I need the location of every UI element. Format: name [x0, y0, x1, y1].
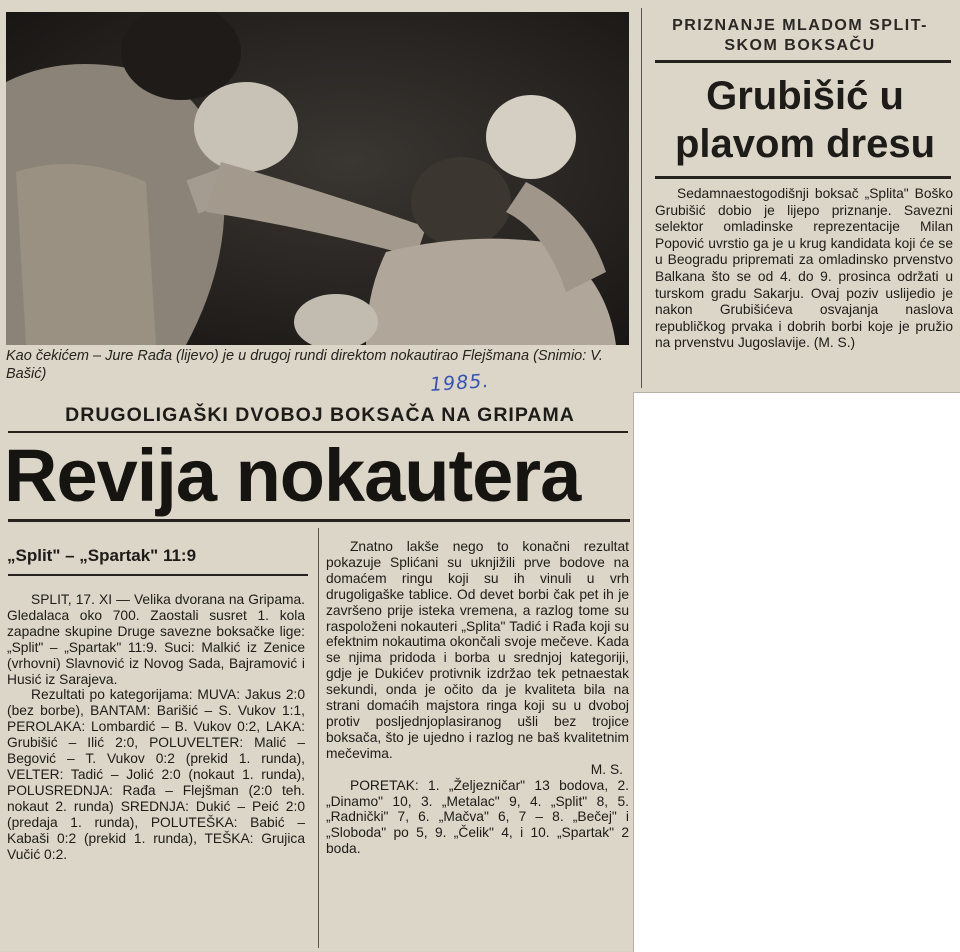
- main-article-subtitle: „Split" – „Spartak" 11:9: [7, 546, 197, 565]
- paragraph-results: Rezultati po kategorijama: MUVA: Jakus 2:0 (bez borbe), BANTAM: Barišić – S. Vukov 1:1, PEROLAKA: Lombardić – B. Vukov 0:2, LAKA: Grubišić – Ilić 2:0, POLUVELTER: Malić – Begović – T. Vukov 0:2 (prekid 1. runda), VELTER: Tadić – Jolić 2:0 (nokaut 1. runda), POLUSREDNJA: Rađa – Flejšman (2:0 teh. nokaut 2. runda) SREDNJA: Dukić – Peić 2:0 (predaja 1. runda), POLUTEŠKA: Babić – Kabaši 0:2 (prekid 1. runda), TEŠKA: Grujica Vučić 0:2.: [7, 687, 305, 862]
- blank-paper-area: [633, 392, 960, 952]
- main-title-rule: [8, 519, 630, 522]
- column-divider: [641, 8, 642, 388]
- main-article-kicker: DRUGOLIGAŠKI DVOBOJ BOKSAČA NA GRIPAMA: [65, 404, 575, 426]
- boxing-photo: [6, 12, 629, 345]
- side-article-title: Grubišić u plavom dresu: [674, 74, 936, 166]
- main-article-right-column: [326, 539, 629, 857]
- subtitle-rule: [8, 574, 308, 576]
- handwritten-year: 1985.: [429, 369, 491, 397]
- photo-caption: Kao čekićem – Jure Rađa (lijevo) je u drugoj rundi direktom nokautirao Flejšmana (Snimio: V. Bašić): [6, 348, 603, 382]
- paragraph-report: Znatno lakše nego to konačni rezultat pokazuje Splićani su uknjižili prve bodove na domaćem ringu koji su ih vinuli u vrh drugoligaške tablice. Od devet borbi čak pet ih je završeno prije isteka vremena, a razlog tome su raspoloženi nokauteri „Splita" Tadić i Rađa koji su efektnim nokautima okončali svoje mečeve. Kada se njima pridoda i borba u srednjoj kategoriji, gdje je Dukićev protivnik izdržao tek petnaestak sekundi, onda je očito da je kvaliteta bila na strani domaćih majstora ringa koji su u dvoboj protiv posljednjoplasiranog ušli bez trojice boksača, što je ujedno i razlog ne baš kvalitetnim mečevima.: [326, 539, 629, 761]
- side-article-kicker: PRIZNANJE MLADOM SPLIT-SKOM BOKSAČU: [672, 17, 928, 54]
- main-column-divider: [318, 528, 319, 948]
- side-rule-top: [655, 60, 951, 63]
- boxing-photo-illustration: [6, 12, 629, 345]
- side-rule-bottom: [655, 176, 951, 179]
- main-article-title: Revija nokautera: [4, 434, 581, 517]
- paragraph-intro: SPLIT, 17. XI — Velika dvorana na Gripama. Gledalaca oko 700. Zaostali susret 1. kola zapadne skupine Druge savezne boksačke lige: „Split" – „Spartak" 11:9. Suci: Malkić iz Zenice (vrhovni) Slavnović iz Novog Sada, Bajramović i Husić iz Sarajeva.: [7, 592, 305, 687]
- main-article-left-column: [7, 592, 305, 862]
- paragraph-standings: PORETAK: 1. „Željezničar" 13 bodova, 2. „Dinamo" 10, 3. „Metalac" 9, 4. „Split" 8, 5. „Radnički" 7, 6. „Mačva" 6, 7 – 8. „Bečej" i „Sloboda" po 5, 9. „Čelik" 4, i 10. „Spartak" 2 boda.: [326, 777, 629, 857]
- author-signature: M. S.: [590, 761, 623, 777]
- side-article-body: Sedamnaestogodišnji boksač „Splita" Boško Grubišić dobio je lijepo priznanje. Savezni selektor omladinske reprezentacije Milan Popović uvrstio ga je u krug kandidata koji će se u Beogradu pripremati za omladinsko prvenstvo Balkana što se od 4. do 9. prosinca održati u turskom gradu Sakarju. Ovaj poziv uslijedio je nakon Grubišićeva osvajanja naslova republičkog prvaka i dobrih borbi koje je pružio na prvenstvu Jugoslavije. (M. S.): [655, 186, 953, 351]
